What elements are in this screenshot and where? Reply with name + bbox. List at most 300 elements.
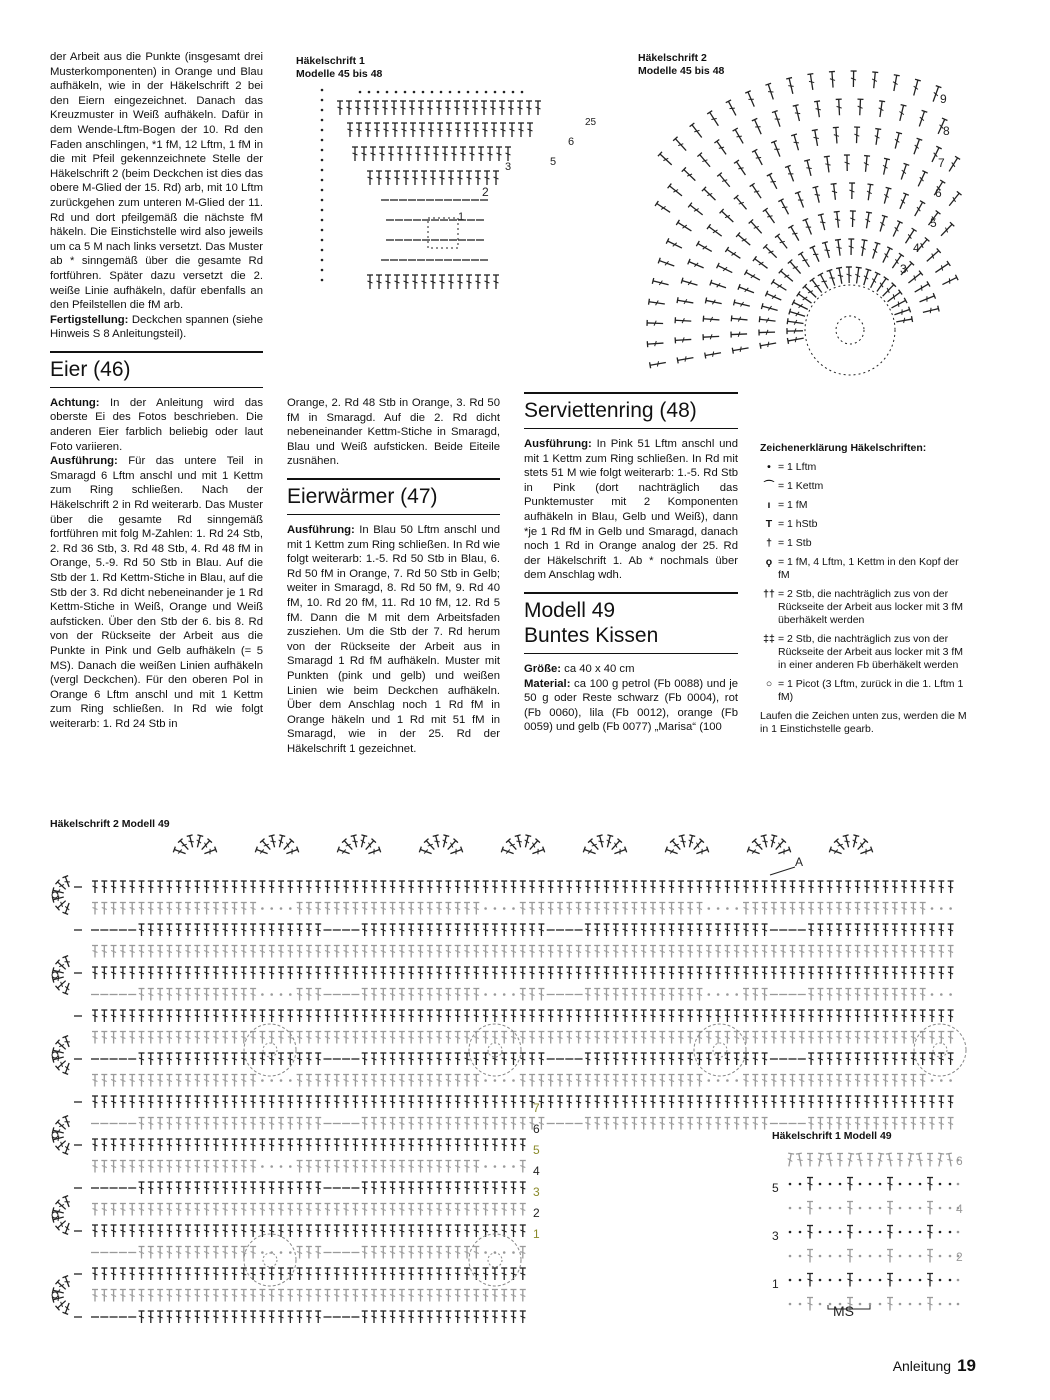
stitch-stb bbox=[836, 1118, 842, 1130]
stitch-stb bbox=[101, 1096, 107, 1108]
stitch-stb bbox=[92, 946, 98, 958]
stitch-stb bbox=[63, 1302, 72, 1314]
stitch-stb bbox=[92, 1204, 98, 1216]
stitch-stb bbox=[655, 201, 672, 215]
stitch-stb bbox=[436, 101, 442, 115]
stitch-stb bbox=[594, 924, 600, 936]
stitch-stb bbox=[439, 275, 445, 289]
stitch-stb bbox=[892, 1053, 898, 1065]
stitch-stb bbox=[455, 1268, 461, 1280]
stitch-stb bbox=[897, 193, 909, 210]
stitch-stb bbox=[418, 1139, 424, 1151]
stitch-stb bbox=[157, 1032, 163, 1044]
stitch-stb bbox=[194, 1182, 200, 1194]
stitch-stb bbox=[380, 946, 386, 958]
stitch-stb bbox=[855, 903, 861, 915]
stitch-stb bbox=[483, 1225, 489, 1237]
stitch-stb bbox=[557, 1075, 563, 1087]
stitch-stb bbox=[836, 989, 842, 1001]
stitch-stb bbox=[362, 1075, 368, 1087]
stitch-stb bbox=[166, 1247, 172, 1259]
stitch-stb bbox=[436, 1075, 442, 1087]
stitch-stb bbox=[412, 275, 418, 289]
stitch-stb bbox=[111, 1225, 117, 1237]
stitch-stb bbox=[836, 967, 842, 979]
stitch-stb bbox=[790, 1032, 796, 1044]
stitch-lftm bbox=[799, 1207, 802, 1210]
stitch-stb bbox=[678, 903, 684, 915]
stitch-stb bbox=[390, 1225, 396, 1237]
stitch-lftm bbox=[939, 1207, 942, 1210]
stitch-stb bbox=[583, 847, 596, 857]
stitch-stb bbox=[427, 1225, 433, 1237]
stitch-stb bbox=[901, 924, 907, 936]
stitch-stb bbox=[325, 1225, 331, 1237]
stitch-stb bbox=[362, 1182, 368, 1194]
stitch-lftm bbox=[503, 1165, 506, 1168]
stitch-stb bbox=[166, 1225, 172, 1237]
stitch-stb bbox=[120, 1204, 126, 1216]
stitch-stb bbox=[63, 956, 72, 968]
crochet-chart-2-modelle-45-48 bbox=[655, 45, 965, 395]
stitch-stb bbox=[622, 924, 628, 936]
text-column-1 bbox=[50, 50, 263, 732]
stitch-stb bbox=[391, 101, 397, 115]
stitch-stb bbox=[934, 261, 951, 275]
stitch-stb bbox=[864, 1032, 870, 1044]
stitch-stb bbox=[771, 1096, 777, 1108]
stitch-stb bbox=[63, 876, 72, 888]
stitch-stb bbox=[148, 1268, 154, 1280]
stitch-stb bbox=[287, 1139, 293, 1151]
stitch-stb bbox=[92, 1225, 98, 1237]
stitch-stb bbox=[816, 1153, 824, 1167]
stitch-lftm bbox=[899, 1303, 902, 1306]
stitch-stb bbox=[829, 847, 842, 857]
stitch-stb bbox=[390, 1247, 396, 1259]
stitch-stb bbox=[790, 1075, 796, 1087]
chart-3-title: Häkelschrift 2 Modell 49 bbox=[50, 818, 170, 830]
stitch-stb bbox=[604, 1075, 610, 1087]
stitch-stb bbox=[752, 1075, 758, 1087]
serviettenring-heading: Serviettenring (48) bbox=[524, 392, 738, 429]
stitch-stb bbox=[762, 924, 768, 936]
stitch-stb bbox=[176, 881, 182, 893]
stitch-stb bbox=[325, 1290, 331, 1302]
stitch-stb bbox=[875, 277, 889, 294]
stitch-stb bbox=[762, 967, 768, 979]
stitch-stb bbox=[734, 946, 740, 958]
stitch-stb bbox=[669, 1075, 675, 1087]
stitch-stb bbox=[613, 989, 619, 1001]
stitch-stb bbox=[473, 903, 479, 915]
stitch-stb bbox=[835, 239, 843, 256]
stitch-lftm bbox=[503, 91, 506, 94]
stitch-stb bbox=[927, 1154, 933, 1167]
stitch-stb bbox=[194, 903, 200, 915]
stitch-stb bbox=[901, 989, 907, 1001]
stitch-stb bbox=[433, 835, 442, 848]
stitch-stb bbox=[176, 903, 182, 915]
stitch-lftm bbox=[321, 99, 324, 102]
stitch-stb bbox=[762, 1075, 768, 1087]
stitch-stb bbox=[834, 211, 842, 228]
stitch-stb bbox=[873, 946, 879, 958]
stitch-stb bbox=[367, 275, 373, 289]
stitch-stb bbox=[436, 1096, 442, 1108]
stitch-stb bbox=[334, 1139, 340, 1151]
stitch-stb bbox=[436, 1268, 442, 1280]
stitch-stb bbox=[278, 1311, 284, 1323]
stitch-stb bbox=[469, 147, 475, 161]
stitch-stb bbox=[129, 1075, 135, 1087]
stitch-stb bbox=[548, 881, 554, 893]
stitch-stb bbox=[56, 1298, 68, 1310]
stitch-stb bbox=[464, 946, 470, 958]
stitch-lftm bbox=[717, 1079, 720, 1082]
stitch-stb bbox=[120, 967, 126, 979]
stitch-stb bbox=[585, 1010, 591, 1022]
stitch-stb bbox=[445, 1311, 451, 1323]
stitch-stb bbox=[129, 1096, 135, 1108]
stitch-stb bbox=[473, 1225, 479, 1237]
stitch-stb bbox=[948, 1096, 954, 1108]
stitch-stb bbox=[650, 967, 656, 979]
stitch-stb bbox=[813, 186, 823, 203]
stitch-stb bbox=[765, 83, 776, 100]
stitch-lftm bbox=[512, 993, 515, 996]
stitch-stb bbox=[745, 91, 757, 108]
stitch-stb bbox=[287, 1182, 293, 1194]
chart-row-number: 6 bbox=[533, 1122, 540, 1136]
stitch-stb bbox=[650, 989, 656, 1001]
stitch-stb bbox=[743, 1075, 749, 1087]
stitch-stb bbox=[715, 967, 721, 979]
page-number: 19 bbox=[957, 1356, 976, 1375]
stitch-stb bbox=[808, 1010, 814, 1022]
stitch-stb bbox=[445, 1075, 451, 1087]
stitch-stb bbox=[325, 1139, 331, 1151]
stitch-stb bbox=[111, 1096, 117, 1108]
stitch-stb bbox=[473, 1032, 479, 1044]
stitch-stb bbox=[278, 1118, 284, 1130]
stitch-stb bbox=[306, 924, 312, 936]
stitch-stb bbox=[527, 123, 533, 137]
stitch-stb bbox=[359, 835, 368, 848]
stitch-stb bbox=[241, 1139, 247, 1151]
stitch-stb bbox=[390, 903, 396, 915]
stitch-stb bbox=[342, 839, 354, 852]
stitch-stb bbox=[436, 1139, 442, 1151]
stitch-lftm bbox=[939, 1279, 942, 1282]
stitch-stb bbox=[334, 1290, 340, 1302]
stitch-lftm bbox=[949, 907, 952, 910]
stitch-stb bbox=[669, 924, 675, 936]
stitch-stb bbox=[306, 1225, 312, 1237]
stitch-lftm bbox=[949, 1183, 952, 1186]
stitch-stb bbox=[436, 903, 442, 915]
stitch-stb bbox=[250, 1311, 256, 1323]
stitch-stb bbox=[529, 967, 535, 979]
stitch-stb bbox=[836, 1010, 842, 1022]
stitch-stb bbox=[287, 1010, 293, 1022]
stitch-lftm bbox=[799, 1183, 802, 1186]
stitch-stb bbox=[927, 1226, 933, 1239]
stitch-lftm bbox=[484, 907, 487, 910]
stitch-stb bbox=[362, 881, 368, 893]
stitch-stb bbox=[464, 1225, 470, 1237]
stitch-lftm bbox=[494, 907, 497, 910]
stitch-lftm bbox=[484, 1165, 487, 1168]
stitch-stb bbox=[511, 1139, 517, 1151]
stitch-stb bbox=[912, 201, 925, 218]
stitch-stb bbox=[213, 1311, 219, 1323]
stitch-stb bbox=[669, 1096, 675, 1108]
stitch-stb bbox=[427, 1118, 433, 1130]
stitch-stb bbox=[101, 1075, 107, 1087]
stitch-stb bbox=[780, 946, 786, 958]
stitch-stb bbox=[101, 1161, 107, 1173]
stitch-stb bbox=[139, 989, 145, 1001]
stitch-lftm bbox=[270, 993, 273, 996]
stitch-stb bbox=[613, 847, 626, 857]
stitch-lftm bbox=[512, 1165, 515, 1168]
stitch-stb bbox=[101, 1290, 107, 1302]
stitch-stb bbox=[678, 1096, 684, 1108]
stitch-stb bbox=[920, 967, 926, 979]
legend-note: Laufen die Zeichen unten zus, werden die M in 1 Einstichstelle gearb. bbox=[760, 710, 967, 735]
stitch-stb bbox=[659, 881, 665, 893]
stitch-lftm bbox=[859, 1303, 862, 1306]
stitch-stb bbox=[613, 1096, 619, 1108]
stitch-stb bbox=[891, 75, 900, 92]
stitch-stb bbox=[343, 1075, 349, 1087]
stitch-lftm bbox=[503, 1251, 506, 1254]
stitch-stb bbox=[717, 263, 734, 275]
stitch-stb bbox=[367, 171, 373, 185]
stitch-stb bbox=[864, 1096, 870, 1108]
stitch-stb bbox=[148, 1053, 154, 1065]
stitch-stb bbox=[343, 1290, 349, 1302]
stitch-stb bbox=[622, 1010, 628, 1022]
stitch-stb bbox=[111, 1268, 117, 1280]
stitch-stb bbox=[786, 78, 796, 95]
stitch-stb bbox=[297, 1139, 303, 1151]
stitch-stb bbox=[148, 924, 154, 936]
stitch-stb bbox=[678, 1010, 684, 1022]
stitch-stb bbox=[687, 1032, 693, 1044]
footer-label: Anleitung bbox=[892, 1358, 952, 1374]
stitch-stb bbox=[287, 1118, 293, 1130]
stitch-stb bbox=[343, 1139, 349, 1151]
stitch-stb bbox=[455, 946, 461, 958]
chart-motif-center bbox=[263, 1253, 277, 1267]
stitch-stb bbox=[938, 924, 944, 936]
stitch-stb bbox=[334, 1204, 340, 1216]
stitch-stb bbox=[799, 1010, 805, 1022]
stitch-stb bbox=[399, 1118, 405, 1130]
stitch-stb bbox=[493, 275, 499, 289]
stitch-stb bbox=[445, 967, 451, 979]
stitch-stb bbox=[523, 835, 532, 848]
stitch-stb bbox=[222, 989, 228, 1001]
stitch-stb bbox=[427, 1032, 433, 1044]
stitch-stb bbox=[436, 1053, 442, 1065]
stitch-stb bbox=[771, 881, 777, 893]
stitch-stb bbox=[864, 881, 870, 893]
stitch-stb bbox=[690, 123, 705, 139]
stitch-stb bbox=[529, 1032, 535, 1044]
stitch-stb bbox=[362, 1311, 368, 1323]
stitch-stb bbox=[910, 1010, 916, 1022]
legend-symbol-icon: T bbox=[765, 518, 773, 530]
stitch-stb bbox=[148, 1161, 154, 1173]
stitch-stb bbox=[455, 1247, 461, 1259]
stitch-stb bbox=[451, 147, 457, 161]
stitch-lftm bbox=[859, 1207, 862, 1210]
stitch-lftm bbox=[512, 907, 515, 910]
stitch-stb bbox=[738, 284, 755, 295]
stitch-stb bbox=[250, 1290, 256, 1302]
legend-item bbox=[760, 678, 970, 704]
stitch-stb bbox=[129, 1032, 135, 1044]
stitch-stb bbox=[492, 946, 498, 958]
stitch-stb bbox=[390, 1010, 396, 1022]
stitch-stb bbox=[818, 214, 828, 231]
stitch-stb bbox=[873, 1075, 879, 1087]
stitch-stb bbox=[166, 1032, 172, 1044]
stitch-stb bbox=[641, 1053, 647, 1065]
stitch-stb bbox=[557, 1096, 563, 1108]
stitch-stb bbox=[464, 1118, 470, 1130]
stitch-stb bbox=[817, 1053, 823, 1065]
stitch-stb bbox=[203, 847, 216, 857]
stitch-stb bbox=[845, 1096, 851, 1108]
stitch-stb bbox=[418, 903, 424, 915]
stitch-stb bbox=[278, 1290, 284, 1302]
stitch-stb bbox=[588, 839, 600, 852]
stitch-stb bbox=[511, 924, 517, 936]
stitch-stb bbox=[408, 924, 414, 936]
stitch-lftm bbox=[949, 1231, 952, 1234]
stitch-stb bbox=[371, 881, 377, 893]
stitch-stb bbox=[222, 967, 228, 979]
stitch-stb bbox=[306, 1204, 312, 1216]
stitch-stb bbox=[492, 1032, 498, 1044]
stitch-stb bbox=[455, 1032, 461, 1044]
stitch-stb bbox=[250, 903, 256, 915]
stitch-stb bbox=[390, 1311, 396, 1323]
stitch-stb bbox=[538, 967, 544, 979]
stitch-stb bbox=[688, 259, 705, 271]
stitch-stb bbox=[334, 1096, 340, 1108]
stitch-stb bbox=[421, 171, 427, 185]
stitch-stb bbox=[419, 123, 425, 137]
stitch-stb bbox=[306, 967, 312, 979]
stitch-stb bbox=[576, 967, 582, 979]
stitch-stb bbox=[241, 903, 247, 915]
stitch-stb bbox=[478, 147, 484, 161]
stitch-lftm bbox=[879, 1255, 882, 1258]
stitch-stb bbox=[706, 946, 712, 958]
stitch-stb bbox=[670, 839, 682, 852]
stitch-stb bbox=[111, 1161, 117, 1173]
stitch-stb bbox=[650, 1118, 656, 1130]
stitch-stb bbox=[706, 1118, 712, 1130]
stitch-stb bbox=[780, 967, 786, 979]
stitch-stb bbox=[371, 903, 377, 915]
stitch-stb bbox=[120, 1075, 126, 1087]
legend-rows bbox=[760, 461, 970, 704]
stitch-stb bbox=[403, 275, 409, 289]
stitch-stb bbox=[597, 835, 606, 848]
stitch-stb bbox=[594, 946, 600, 958]
stitch-stb bbox=[232, 1010, 238, 1022]
stitch-stb bbox=[315, 967, 321, 979]
stitch-stb bbox=[418, 967, 424, 979]
stitch-stb bbox=[399, 967, 405, 979]
stitch-stb bbox=[464, 903, 470, 915]
stitch-stb bbox=[473, 1139, 479, 1151]
stitch-stb bbox=[873, 129, 881, 146]
stitch-stb bbox=[566, 1096, 572, 1108]
stitch-stb bbox=[734, 195, 749, 211]
stitch-lftm bbox=[321, 109, 324, 112]
stitch-stb bbox=[297, 1032, 303, 1044]
stitch-stb bbox=[185, 1075, 191, 1087]
stitch-stb bbox=[297, 1311, 303, 1323]
chart-1-title: Häkelschrift 1 Modelle 45 bis 48 bbox=[296, 55, 383, 80]
stitch-stb bbox=[325, 1010, 331, 1022]
stitch-stb bbox=[836, 1096, 842, 1108]
stitch-stb bbox=[604, 1032, 610, 1044]
stitch-stb bbox=[492, 1010, 498, 1022]
stitch-lftm bbox=[829, 1207, 832, 1210]
stitch-stb bbox=[325, 1075, 331, 1087]
stitch-stb bbox=[464, 881, 470, 893]
stitch-lftm bbox=[512, 1079, 515, 1082]
stitch-stb bbox=[455, 1311, 461, 1323]
stitch-stb bbox=[315, 1010, 321, 1022]
stitch-lftm bbox=[280, 1079, 283, 1082]
stitch-stb bbox=[111, 946, 117, 958]
stitch-stb bbox=[390, 1204, 396, 1216]
stitch-stb bbox=[622, 1032, 628, 1044]
stitch-stb bbox=[306, 1268, 312, 1280]
stitch-stb bbox=[427, 967, 433, 979]
stitch-stb bbox=[501, 1182, 507, 1194]
stitch-stb bbox=[448, 275, 454, 289]
stitch-stb bbox=[222, 903, 228, 915]
stitch-stb bbox=[157, 1075, 163, 1087]
stitch-stb bbox=[427, 1139, 433, 1151]
stitch-stb bbox=[250, 1161, 256, 1173]
stitch-stb bbox=[352, 1139, 358, 1151]
stitch-stb bbox=[687, 903, 693, 915]
stitch-stb bbox=[473, 1161, 479, 1173]
stitch-stb bbox=[355, 101, 361, 115]
stitch-stb bbox=[836, 903, 842, 915]
stitch-stb bbox=[351, 835, 360, 848]
stitch-stb bbox=[511, 1053, 517, 1065]
stitch-stb bbox=[824, 156, 832, 173]
stitch-stb bbox=[734, 967, 740, 979]
stitch-lftm bbox=[819, 1279, 822, 1282]
stitch-stb bbox=[241, 1247, 247, 1259]
stitch-stb bbox=[418, 1247, 424, 1259]
stitch-stb bbox=[436, 924, 442, 936]
stitch-stb bbox=[194, 881, 200, 893]
